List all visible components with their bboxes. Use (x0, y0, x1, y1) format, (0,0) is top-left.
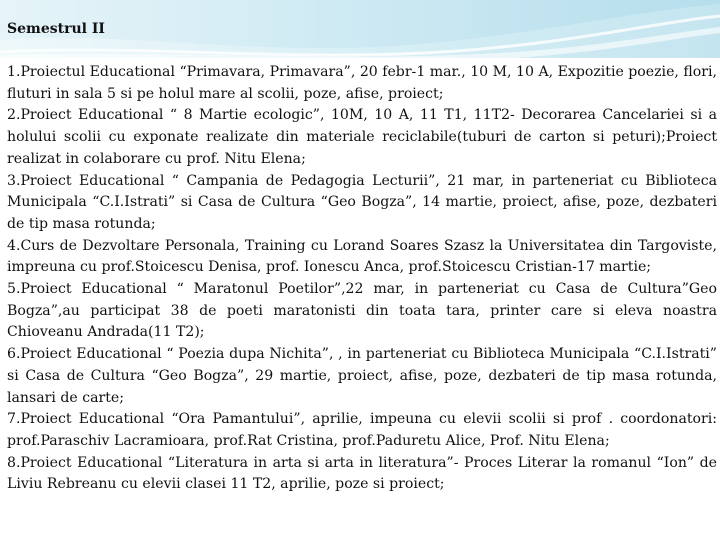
list-item: 6.Proiect Educational “ Poezia dupa Nichita”, , in parteneriat cu Biblioteca Municipala “C.I.Istrati” si Casa de Cultura “Geo Bogza”, 29 martie, proiect, afise, poze, dezbateri de tip masa rotunda, lansari de carte; (7, 346, 717, 406)
list-item: 3.Proiect Educational “ Campania de Pedagogia Lecturii”, 21 mar, in parteneriat cu Biblioteca Municipala “C.I.Istrati” si Casa de Cultura “Geo Bogza”, 14 martie, proiect, afise, poze, dezbateri de tip masa rotunda; (7, 172, 717, 232)
header-wave-decoration (0, 0, 720, 62)
list-item: 8.Proiect Educational “Literatura in arta si arta in literatura”- Proces Literar la romanul “Ion” de Liviu Rebreanu cu elevii clasei 11 T2, aprilie, poze si proiect; (7, 454, 717, 493)
list-item: 1.Proiectul Educational “Primavara, Primavara”, 20 febr-1 mar., 10 M, 10 A, Expozitie poezie, flori, fluturi in sala 5 si pe holul mare al scolii, poze, afise, proiect; (7, 64, 717, 102)
list-item: 5.Proiect Educational “ Maratonul Poetilor”,22 mar, in parteneriat cu Casa de Cultura”Geo Bogza”,au participat 38 de poeti maratonisti din toata tara, printer care si eleva noastra Chioveanu Andrada(11 T2); (7, 281, 717, 341)
activity-list (7, 62, 717, 496)
list-item: 4.Curs de Dezvoltare Personala, Training cu Lorand Soares Szasz la Universitatea din Targoviste, impreuna cu prof.Stoicescu Denisa, prof. Ionescu Anca, prof.Stoicescu Cristian-17 martie; (7, 237, 717, 276)
list-item: 7.Proiect Educational “Ora Pamantului”, aprilie, impeuna cu elevii scolii si prof . coordonatori: prof.Paraschiv Lacramioara, prof.Rat Cristina, prof.Paduretu Alice, Prof. Nitu Elena; (7, 411, 717, 449)
list-item: 2.Proiect Educational “ 8 Martie ecologic”, 10M, 10 A, 11 T1, 11T2- Decorarea Cancelariei si a holului scolii cu exponate realizate din materiale reciclabile(tuburi de carton si peturi);Proiect realizat in colaborare cu prof. Nitu Elena; (7, 107, 717, 167)
slide-title: Semestrul II (7, 21, 105, 37)
